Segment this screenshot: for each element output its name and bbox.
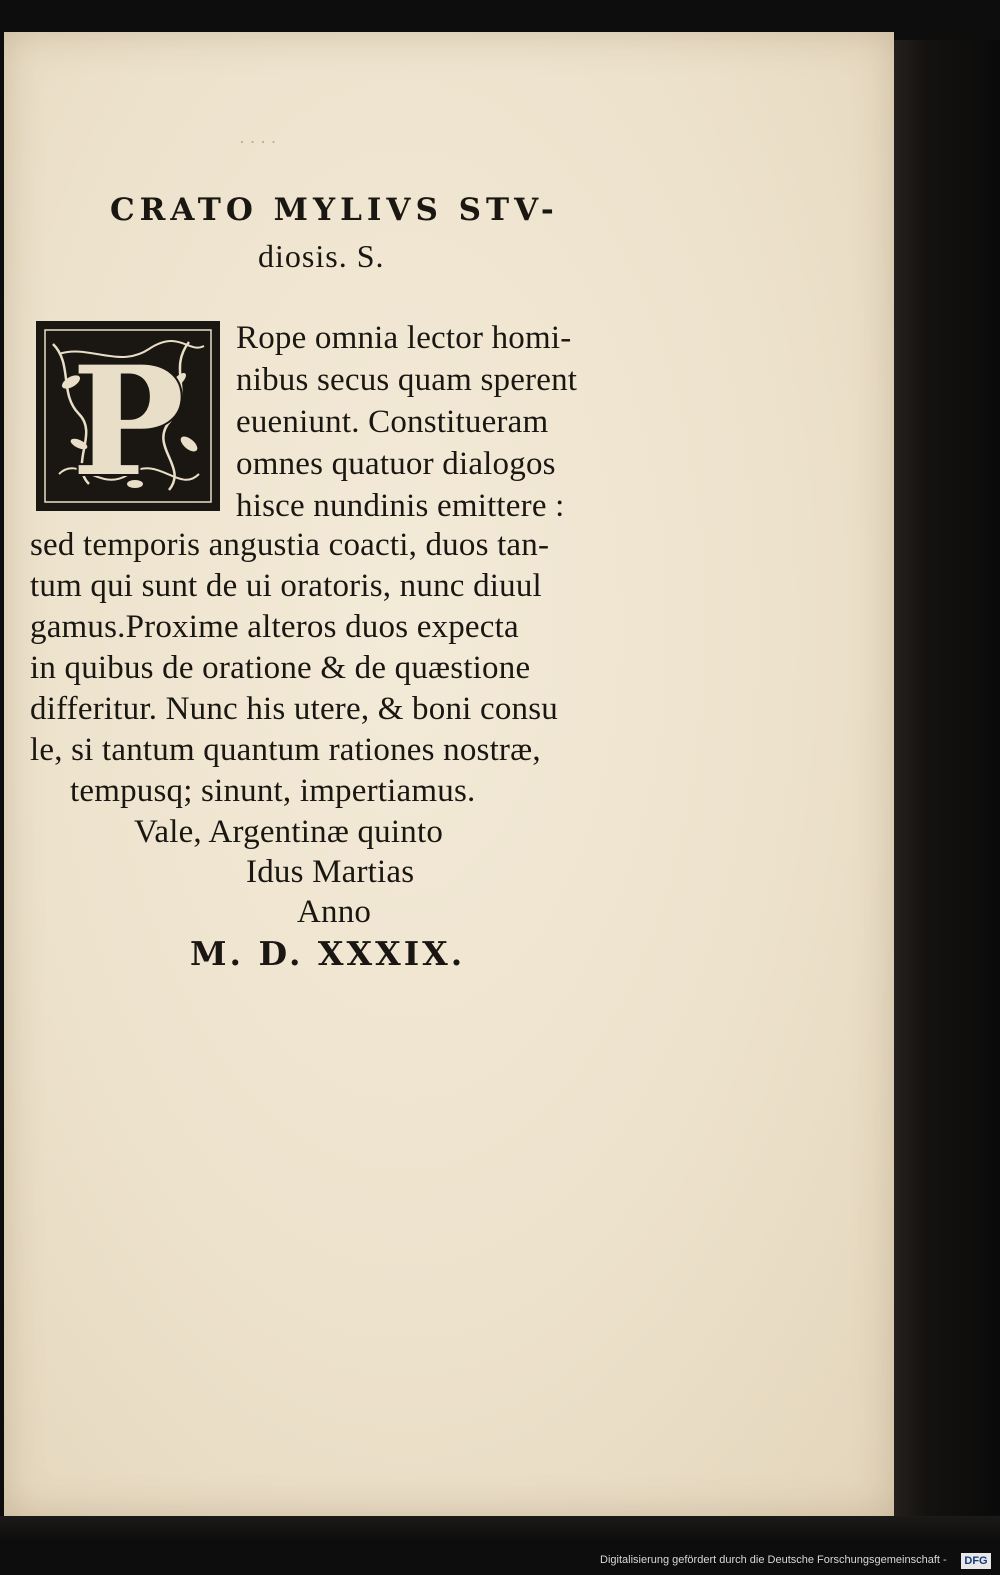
body-line-12: tempusq; sinunt, impertiamus. — [70, 773, 476, 809]
body-line-6: sed temporis angustia coacti, duos tan- — [30, 527, 550, 563]
page-bottom-edge — [0, 1516, 1000, 1544]
body-line-8: gamus.Proxime alteros duos expecta — [30, 609, 519, 645]
body-line-11: le, si tantum quantum rationes nostræ, — [30, 732, 541, 768]
dfg-logo: DFG — [961, 1553, 991, 1569]
body-line-4: omnes quatuor dialogos — [236, 446, 556, 482]
body-line-9: in quibus de oratione & de quæstione — [30, 650, 531, 686]
body-line-5: hisce nundinis emittere : — [236, 488, 565, 524]
show-through-mark: · · · · — [239, 132, 277, 152]
body-line-1: Rope omnia lector homi- — [236, 320, 572, 356]
decorated-initial — [36, 321, 220, 511]
initial-letter: P — [71, 334, 185, 508]
page-heading-continuation: diosis. S. — [258, 238, 385, 274]
binding-shadow — [880, 40, 1000, 1540]
body-line-2: nibus secus quam sperent — [236, 362, 578, 398]
page-heading: CRATO MYLIVS STV- — [110, 192, 559, 228]
closing-line-3: Anno — [297, 894, 372, 930]
body-line-7: tum qui sunt de ui oratoris, nunc diuul — [30, 568, 542, 604]
closing-line-2: Idus Martias — [246, 854, 415, 890]
closing-line-1: Vale, Argentinæ quinto — [134, 814, 444, 850]
closing-date: M. D. XXXIX. — [190, 934, 466, 973]
ornamental-initial-icon — [39, 324, 217, 508]
digitization-credit: Digitalisierung gefördert durch die Deutsche Forschungsgemeinschaft - — [600, 1554, 947, 1566]
body-line-10: differitur. Nunc his utere, & boni consu — [30, 691, 558, 727]
body-line-3: eueniunt. Constitueram — [236, 404, 549, 440]
